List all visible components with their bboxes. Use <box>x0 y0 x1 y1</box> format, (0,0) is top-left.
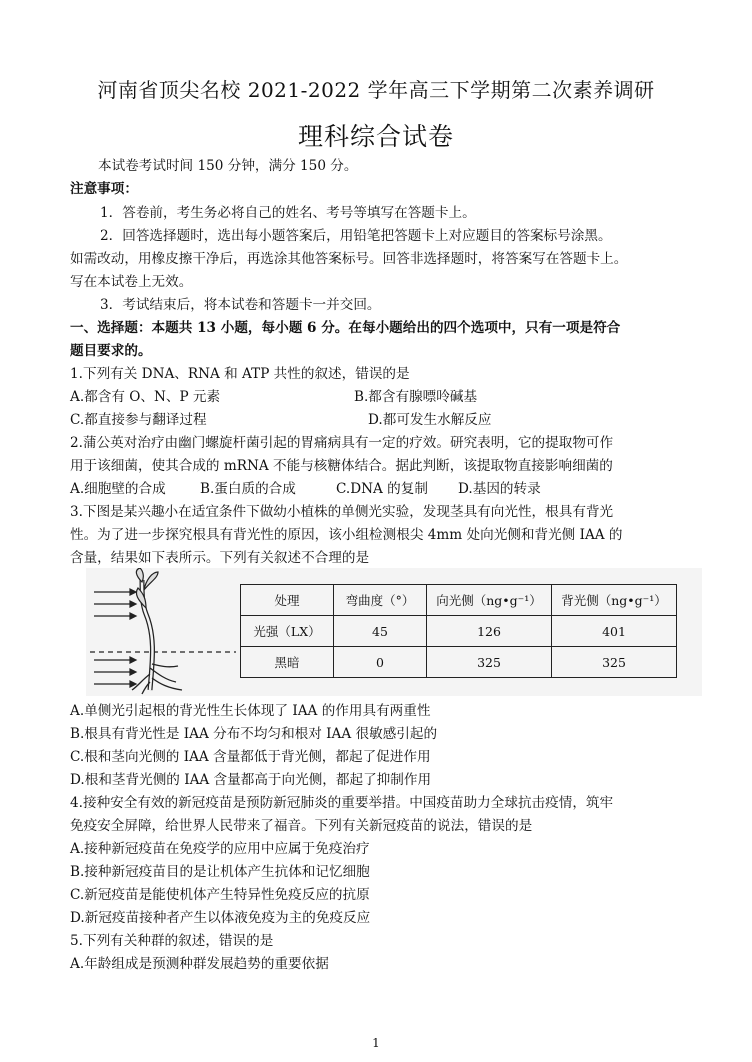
table-cell: 45 <box>334 616 427 647</box>
table-cell: 126 <box>427 616 552 647</box>
section-heading-line-2: 题目要求的。 <box>70 343 152 359</box>
q3-option-b: B.根具有背光性是 IAA 分布不均匀和根对 IAA 很敏感引起的 <box>70 726 438 742</box>
q3-line-1: 3.下图是某兴趣小在适宜条件下做幼小植株的单侧光实验，发现茎具有向光性，根具有背光 <box>70 504 614 520</box>
q4-line-1: 4.接种安全有效的新冠疫苗是预防新冠肺炎的重要举措。中国疫苗助力全球抗击疫情，筑牢 <box>70 795 614 811</box>
note-1: 1．答卷前，考生务必将自己的姓名、考号等填写在答题卡上。 <box>100 205 476 221</box>
table-header-cell: 弯曲度（°） <box>334 585 427 616</box>
q1-option-a: A.都含有 O、N、P 元素 <box>70 389 221 405</box>
exam-title: 河南省顶尖名校 2021-2022 学年高三下学期第二次素养调研 <box>97 78 655 102</box>
table-header-cell: 向光侧（ng•g⁻¹） <box>427 585 552 616</box>
q1-option-b: B.都含有腺嘌呤碱基 <box>354 389 478 405</box>
intro-text: 本试卷考试时间 150 分钟，满分 150 分。 <box>98 158 358 174</box>
table-cell: 0 <box>334 647 427 678</box>
q3-option-d: D.根和茎背光侧的 IAA 含量都高于向光侧，都起了抑制作用 <box>70 772 432 788</box>
q2-option-a: A.细胞壁的合成 <box>70 481 166 497</box>
q2-option-d: D.基因的转录 <box>458 481 541 497</box>
table-header-row <box>241 585 677 616</box>
table-cell: 黑暗 <box>241 647 334 678</box>
q5-option-a: A.年龄组成是预测种群发展趋势的重要依据 <box>70 956 329 972</box>
q2-line-1: 2.蒲公英对治疗由幽门螺旋杆菌引起的胃痛病具有一定的疗效。研究表明，它的提取物可作 <box>70 435 614 451</box>
exam-subtitle: 理科综合试卷 <box>297 122 454 151</box>
q3-line-2: 性。为了进一步探究根具有背光性的原因，该小组检测根尖 4mm 处向光侧和背光侧 IAA 的 <box>70 527 623 543</box>
table-cell: 401 <box>552 616 677 647</box>
table-cell: 325 <box>427 647 552 678</box>
q3-option-a: A.单侧光引起根的背光性生长体现了 IAA 的作用具有两重性 <box>70 703 431 719</box>
table-row <box>241 647 677 678</box>
q1-option-c: C.都直接参与翻译过程 <box>70 412 207 428</box>
table-header-cell: 处理 <box>241 585 334 616</box>
q2-option-b: B.蛋白质的合成 <box>200 481 296 497</box>
table-row <box>241 616 677 647</box>
q3-option-c: C.根和茎向光侧的 IAA 含量都低于背光侧，都起了促进作用 <box>70 749 431 765</box>
section-heading-line-1: 一、选择题：本题共 13 小题，每小题 6 分。在每小题给出的四个选项中，只有一项是符合 <box>70 320 621 336</box>
q2-option-c: C.DNA 的复制 <box>336 481 428 497</box>
q1-option-d: D.都可发生水解反应 <box>368 412 492 428</box>
q4-option-a: A.接种新冠疫苗在免疫学的应用中应属于免疫治疗 <box>70 841 370 857</box>
table-cell: 光强（LX） <box>241 616 334 647</box>
iaa-results-table <box>240 584 677 678</box>
q4-option-d: D.新冠疫苗接种者产生以体液免疫为主的免疫反应 <box>70 910 371 926</box>
table-cell: 325 <box>552 647 677 678</box>
note-2-line-2: 如需改动，用橡皮擦干净后，再选涂其他答案标号。回答非选择题时，将答案写在答题卡上。 <box>70 251 628 267</box>
notes-heading: 注意事项： <box>70 181 138 197</box>
q4-option-b: B.接种新冠疫苗目的是让机体产生抗体和记忆细胞 <box>70 864 370 880</box>
note-3: 3．考试结束后，将本试卷和答题卡一并交回。 <box>100 297 381 313</box>
q4-line-2: 免疫安全屏障，给世界人民带来了福音。下列有关新冠疫苗的说法，错误的是 <box>70 818 533 834</box>
q3-line-3: 含量，结果如下表所示。下列有关叙述不合理的是 <box>70 550 370 566</box>
q4-option-c: C.新冠疫苗是能使机体产生特异性免疫反应的抗原 <box>70 887 370 903</box>
note-2-line-1: 2．回答选择题时，选出每小题答案后，用铅笔把答题卡上对应题目的答案标号涂黑。 <box>100 228 612 244</box>
q5-stem: 5.下列有关种群的叙述，错误的是 <box>70 933 274 949</box>
q1-stem: 1.下列有关 DNA、RNA 和 ATP 共性的叙述，错误的是 <box>70 366 410 382</box>
q2-line-2: 用于该细菌，使其合成的 mRNA 不能与核糖体结合。据此判断，该提取物直接影响细菌的 <box>70 458 613 474</box>
table-header-cell: 背光侧（ng•g⁻¹） <box>552 585 677 616</box>
note-2-line-3: 写在本试卷上无效。 <box>70 274 193 290</box>
page-number: 1 <box>372 1036 380 1050</box>
